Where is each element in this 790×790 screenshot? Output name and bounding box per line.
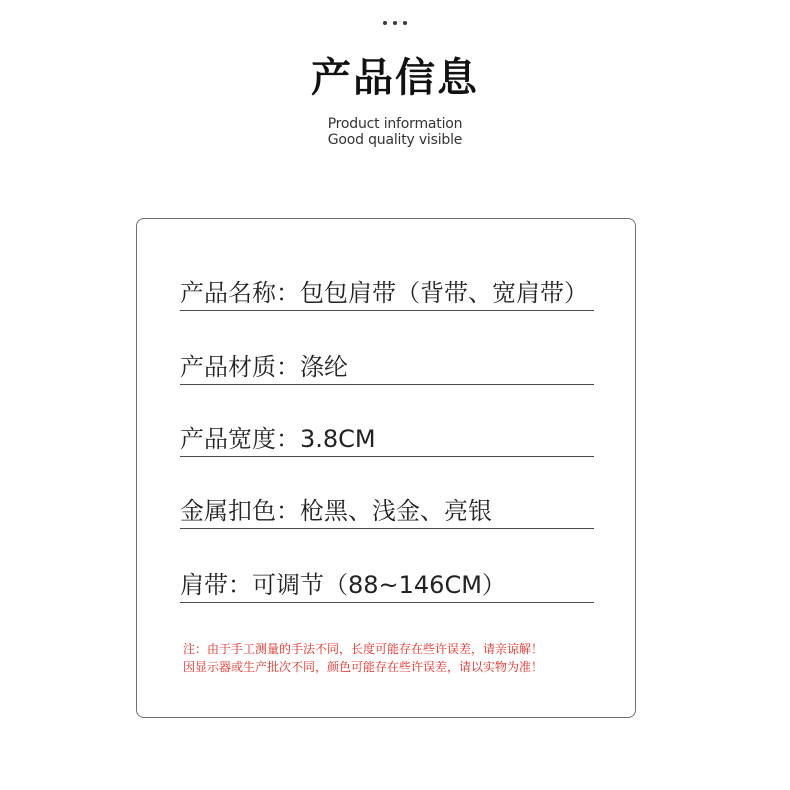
spec-value: 涤纶 [300,353,348,381]
spec-row-width [180,422,594,457]
spec-value: 包包肩带（背带、宽肩带） [300,279,588,307]
subtitle-line-2: Good quality visible [327,132,463,148]
spec-row-buckle-color [180,494,594,529]
spec-label: 金属扣色： [180,497,300,525]
spec-value: 3.8CM [300,425,376,453]
dot-icon [383,21,387,25]
spec-label: 产品材质： [180,353,300,381]
spec-row-name [180,276,594,311]
spec-row-strap [180,568,594,603]
spec-value: 可调节（88~146CM） [252,571,506,599]
dot-icon [393,21,397,25]
spec-label: 产品名称： [180,279,300,307]
dot-icon [403,21,407,25]
note-measurement: 注：由于手工测量的手法不同，长度可能存在些许误差，请亲谅解！ [183,642,544,656]
spec-label: 肩带： [180,571,252,599]
page-title: 产品信息 [311,55,479,101]
spec-label: 产品宽度： [180,425,300,453]
subtitle-line-1: Product information [327,116,463,132]
decorative-dots [383,20,407,26]
spec-value: 枪黑、浅金、亮银 [300,497,492,525]
note-color: 因显示器或生产批次不同，颜色可能存在些许误差，请以实物为准！ [183,660,544,674]
spec-row-material [180,350,594,385]
